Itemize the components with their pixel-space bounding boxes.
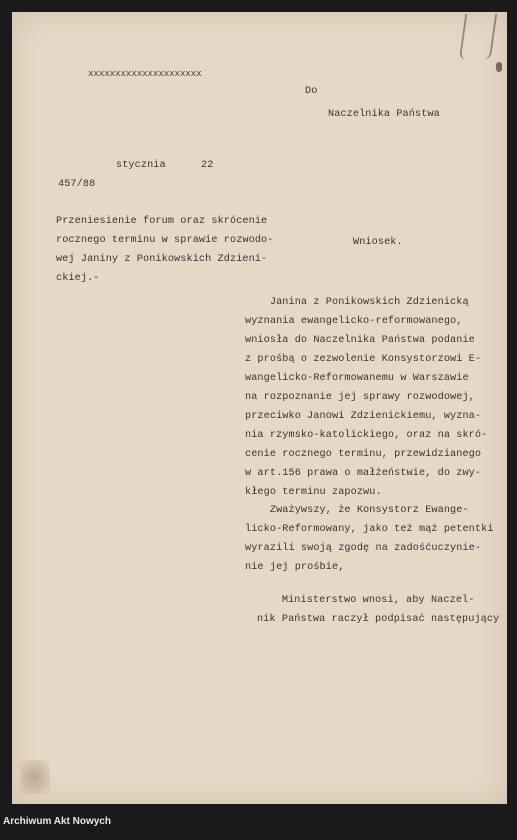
handwritten-mark [459,14,497,60]
crossed-out-line: xxxxxxxxxxxxxxxxxxxxx [88,68,202,79]
date-day: 22 [201,160,214,171]
body-paragraph-1: Janina z Ponikowskich Zdzienicką wyznania ewangelicko-reformowanego, wniosła do Naczelnika Państwa podanie z prośbą o zezwolenie Konsystorzowi E- wangelicko-Reformowanemu w Warszawie na rozpoznanie jej sprawy rozwodowej, przeciwko Janowi Zdzienickiemu, wyzna- nia rzymsko-katolickiego, oraz na skró- cenie rocznego terminu, przewidzianego w art.156 prawa o małżeństwie, do zwy- kłego terminu zapozwu. [245,297,488,498]
archive-name: Archiwum Akt Nowych [3,816,111,827]
body-paragraph-2: Zważywszy, że Konsystorz Ewange- licko-Reformowany, jako też mąż petentki wyrazili swoją zgodę na zadośćuczynie- nie jej prośbie, [245,505,494,573]
subject-text: Przeniesienie forum oraz skrócenie rocznego terminu w sprawie rozwodo- wej Janiny z Ponikowskich Zdzieni- ckiej.- [56,216,274,284]
document-heading: Wniosek. [353,237,403,248]
archive-footer [0,804,517,840]
body-paragraph-3: Ministerstwo wnosi, aby Naczel- nik Państwa raczył podpisać następujący [257,595,500,625]
document-page [12,12,507,804]
recipient-to: Do [305,86,318,97]
paper-stain [20,760,50,794]
recipient: Naczelnika Państwa [328,109,440,120]
reference-number: 457/88 [58,179,96,190]
ink-spot [496,62,502,72]
date-month: stycznia [116,160,166,171]
